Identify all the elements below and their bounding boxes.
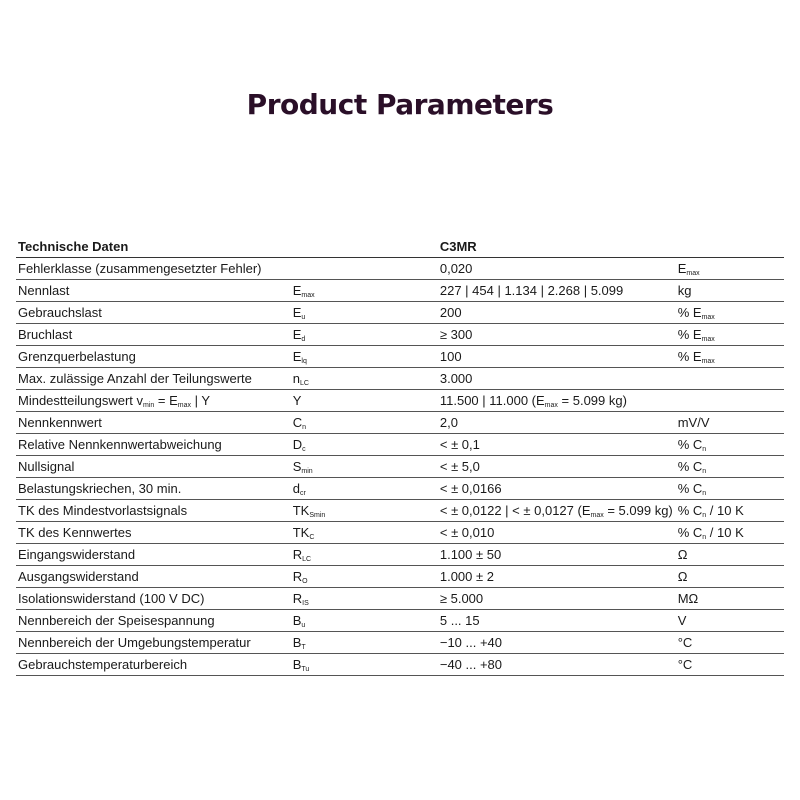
row-symbol: $C_n$ — [291, 412, 438, 434]
row-value: 1.100 ± 50 — [438, 544, 676, 566]
table-row — [16, 456, 784, 478]
row-name: Nennbereich der Speisespannung — [16, 610, 291, 632]
row-name: Belastungskriechen, 30 min. — [16, 478, 291, 500]
table-row — [16, 280, 784, 302]
table-row — [16, 588, 784, 610]
row-symbol: $E_d$ — [291, 324, 438, 346]
row-unit: % $E_{max}$ — [676, 346, 784, 368]
row-name: Eingangswiderstand — [16, 544, 291, 566]
table-row — [16, 566, 784, 588]
row-value: 1.000 ± 2 — [438, 566, 676, 588]
row-unit: kg — [676, 280, 784, 302]
table-row — [16, 654, 784, 676]
row-value: 3.000 — [438, 368, 676, 390]
row-unit: °C — [676, 632, 784, 654]
row-unit — [676, 390, 784, 412]
row-symbol: $E_{lq}$ — [291, 346, 438, 368]
table-row — [16, 368, 784, 390]
table-row — [16, 544, 784, 566]
row-name: TK des Mindestvorlastsignals — [16, 500, 291, 522]
row-symbol: $R_O$ — [291, 566, 438, 588]
row-name: Ausgangswiderstand — [16, 566, 291, 588]
page-title: Product Parameters — [246, 88, 554, 121]
table-row — [16, 302, 784, 324]
row-unit: % $C_n$ — [676, 478, 784, 500]
row-symbol — [291, 258, 438, 280]
header-value: C3MR — [438, 235, 676, 258]
row-value: −40 ... +80 — [438, 654, 676, 676]
row-symbol: Y — [291, 390, 438, 412]
row-unit: mV/V — [676, 412, 784, 434]
row-value: 200 — [438, 302, 676, 324]
row-name: Mindestteilungswert $v_{min} = E_{max}$ | Y — [16, 390, 291, 412]
table-row — [16, 434, 784, 456]
row-name: Nennlast — [16, 280, 291, 302]
table-row — [16, 632, 784, 654]
row-name: Relative Nennkennwertabweichung — [16, 434, 291, 456]
row-unit: % $C_n / 10$ K — [676, 522, 784, 544]
row-symbol: $R_{LC}$ — [291, 544, 438, 566]
row-symbol: $TK_C$ — [291, 522, 438, 544]
row-unit: % $E_{max}$ — [676, 324, 784, 346]
row-symbol: $B_u$ — [291, 610, 438, 632]
row-unit: % $C_n$ — [676, 434, 784, 456]
row-symbol: $S_{min}$ — [291, 456, 438, 478]
row-symbol: $B_T$ — [291, 632, 438, 654]
technical-data-table — [16, 235, 784, 676]
row-value: ≥ 300 — [438, 324, 676, 346]
row-symbol: $B_{Tu}$ — [291, 654, 438, 676]
row-symbol: $E_{max}$ — [291, 280, 438, 302]
row-name: Nullsignal — [16, 456, 291, 478]
row-symbol: $E_u$ — [291, 302, 438, 324]
table-row — [16, 522, 784, 544]
row-value: < ± 0,1 — [438, 434, 676, 456]
table-row — [16, 324, 784, 346]
table-row — [16, 412, 784, 434]
row-unit: V — [676, 610, 784, 632]
row-name: Gebrauchslast — [16, 302, 291, 324]
row-value: 100 — [438, 346, 676, 368]
row-symbol: $D_c$ — [291, 434, 438, 456]
row-unit: % $C_n$ — [676, 456, 784, 478]
row-value: 2,0 — [438, 412, 676, 434]
table-row — [16, 258, 784, 280]
row-name: Grenzquerbelastung — [16, 346, 291, 368]
row-value: 227 | 454 | 1.134 | 2.268 | 5.099 — [438, 280, 676, 302]
header-symbol — [291, 235, 438, 258]
row-symbol: $n_{LC}$ — [291, 368, 438, 390]
table-row — [16, 500, 784, 522]
row-name: Gebrauchstemperaturbereich — [16, 654, 291, 676]
row-unit: Ω — [676, 544, 784, 566]
row-name: Nennbereich der Umgebungstemperatur — [16, 632, 291, 654]
row-value: −10 ... +40 — [438, 632, 676, 654]
row-unit — [676, 368, 784, 390]
table-body — [16, 258, 784, 676]
row-value: < ± 5,0 — [438, 456, 676, 478]
row-value: 0,020 — [438, 258, 676, 280]
row-name: Bruchlast — [16, 324, 291, 346]
table-row — [16, 478, 784, 500]
row-value: ≥ 5.000 — [438, 588, 676, 610]
row-value: < ± 0,010 — [438, 522, 676, 544]
table-row — [16, 346, 784, 368]
row-unit: Ω — [676, 566, 784, 588]
row-name: Nennkennwert — [16, 412, 291, 434]
header-unit — [676, 235, 784, 258]
header-name: Technische Daten — [16, 235, 291, 258]
row-symbol: $R_{IS}$ — [291, 588, 438, 610]
row-value: 5 ... 15 — [438, 610, 676, 632]
row-unit: % $E_{max}$ — [676, 302, 784, 324]
row-symbol: $d_{cr}$ — [291, 478, 438, 500]
row-value: 11.500 | 11.000 ($E_{max} = 5.099$ kg) — [438, 390, 676, 412]
row-value: < ± 0,0166 — [438, 478, 676, 500]
row-unit: °C — [676, 654, 784, 676]
row-name: Fehlerklasse (zusammengesetzter Fehler) — [16, 258, 291, 280]
table-row — [16, 610, 784, 632]
row-unit: $E_{max}$ — [676, 258, 784, 280]
row-unit: MΩ — [676, 588, 784, 610]
row-name: Max. zulässige Anzahl der Teilungswerte — [16, 368, 291, 390]
table-header-row — [16, 235, 784, 258]
row-name: TK des Kennwertes — [16, 522, 291, 544]
row-symbol: $TK_{Smin}$ — [291, 500, 438, 522]
table-row — [16, 390, 784, 412]
row-unit: % $C_n / 10$ K — [676, 500, 784, 522]
row-value: < ± 0,0122 | < ± 0,0127 ($E_{max} = 5.099$ kg) — [438, 500, 676, 522]
row-name: Isolationswiderstand (100 V DC) — [16, 588, 291, 610]
